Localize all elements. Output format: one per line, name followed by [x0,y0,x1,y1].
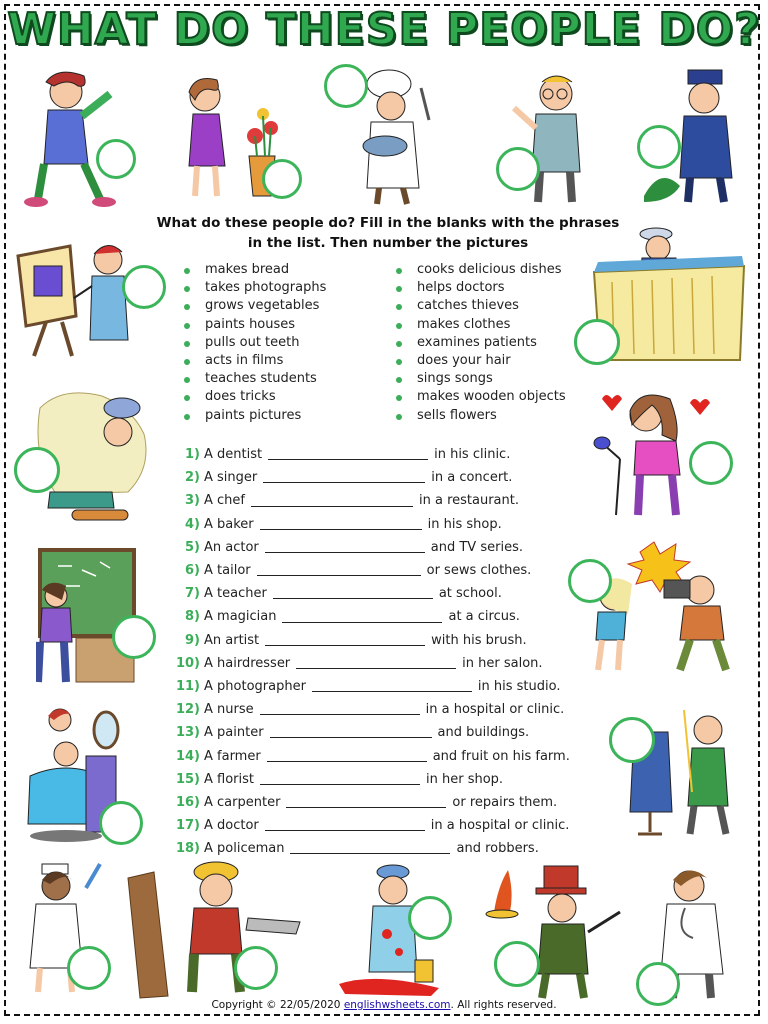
exercise-row [170,652,600,675]
exercise-ending: in her shop. [426,771,504,787]
copyright-prefix: Copyright © 22/05/2020 [211,999,344,1011]
exercise-subject: A teacher [204,586,267,602]
phrase-item: cooks delicious dishes [393,262,566,280]
number-circle-teacher[interactable] [112,615,156,659]
exercise-ending: and TV series. [430,539,523,555]
exercise-subject: A painter [204,725,264,741]
phrase-item: takes photographs [181,280,326,298]
exercise-ending: at a circus. [448,609,520,625]
exercise-row [170,698,600,721]
exercise-ending: at school. [438,586,502,602]
exercise-number: 17) [175,818,200,834]
exercise-row [170,466,600,489]
carpenter-illustration [124,858,304,1000]
phrase-item: sells flowers [393,408,566,426]
phrase-item: grows vegetables [181,298,326,316]
exercise-row [170,675,600,698]
number-circle-artist[interactable] [122,265,166,309]
exercise-ending: in a concert. [431,470,513,486]
exercise-ending: in her salon. [462,655,543,671]
number-circle-hairdresser[interactable] [99,801,143,845]
exercise-ending: or sews clothes. [426,563,532,579]
exercise-subject: A magician [204,609,277,625]
exercise-row [170,744,600,767]
instructions: What do these people do? Fill in the blanks with the phrases in the list. Then number the pictures [156,215,620,251]
number-circle-farmer[interactable] [574,319,620,365]
answer-blank[interactable] [265,829,425,831]
number-circle-florist[interactable] [262,159,302,199]
phrase-list-left [181,262,326,426]
exercise-row [170,559,600,582]
answer-blank[interactable] [265,551,425,553]
answer-blank[interactable] [260,713,420,715]
exercise-subject: A tailor [204,563,251,579]
exercise-number: 7) [185,586,200,602]
exercise-row [170,791,600,814]
exercise-subject: An artist [204,632,260,648]
exercise-number: 13) [175,725,200,741]
exercise-row [170,629,600,652]
phrase-item: makes clothes [393,317,566,335]
phrase-item: teaches students [181,371,326,389]
exercise-row [170,489,600,512]
number-circle-magician[interactable] [494,941,540,987]
exercise-number: 18) [175,841,200,857]
answer-blank[interactable] [267,760,427,762]
exercise-ending: in his clinic. [434,447,511,463]
exercise-number: 6) [185,563,200,579]
exercise-ending: in his studio. [477,678,561,694]
teacher-illustration [36,546,138,686]
exercise-ending: in a hospital or clinic. [430,818,570,834]
exercise-number: 1) [185,447,200,463]
answer-blank[interactable] [296,667,456,669]
copyright-footer [0,999,768,1011]
exercise-number: 15) [175,771,200,787]
phrase-item: makes bread [181,262,326,280]
site-link[interactable]: englishwsheets.com [343,999,451,1011]
phrase-item: helps doctors [393,280,566,298]
phrase-item: paints pictures [181,408,326,426]
exercise-ending: and buildings. [437,725,530,741]
phrase-item: sings songs [393,371,566,389]
answer-blank[interactable] [251,505,413,507]
answer-blank[interactable] [270,736,432,738]
exercise-ending: and fruit on his farm. [432,748,570,764]
answer-blank[interactable] [260,528,422,530]
exercise-row [170,721,600,744]
number-circle-dentist[interactable] [496,147,540,191]
phrase-item: catches thieves [393,298,566,316]
exercise-number: 4) [185,516,200,532]
exercise-number: 2) [185,470,200,486]
exercise-subject: A hairdresser [204,655,291,671]
phrase-item: pulls out teeth [181,335,326,353]
exercise-subject: A singer [204,470,258,486]
exercise-subject: A dentist [204,447,263,463]
exercise-ending: in a restaurant. [419,493,519,509]
page-title: WHAT DO THESE PEOPLE DO? [7,4,761,55]
answer-blank[interactable] [286,806,446,808]
answer-blank[interactable] [268,458,428,460]
phrase-item: acts in films [181,353,326,371]
number-circle-actor[interactable] [96,139,136,179]
phrase-item: examines patients [393,335,566,353]
exercise-number: 10) [175,655,200,671]
number-circle-painter[interactable] [408,896,452,940]
exercise-ending: with his brush. [431,632,527,648]
number-circle-nurse[interactable] [67,946,111,990]
number-circle-singer[interactable] [689,441,733,485]
exercise-ending: or repairs them. [452,794,558,810]
phrase-item: does tricks [181,389,326,407]
exercise-number: 8) [185,609,200,625]
exercise-subject: An actor [204,539,259,555]
exercise-subject: A baker [204,516,254,532]
answer-blank[interactable] [257,574,421,576]
answer-blank[interactable] [312,690,472,692]
answer-blank[interactable] [282,621,442,623]
answer-blank[interactable] [263,481,425,483]
exercise-subject: A photographer [204,678,306,694]
exercise-list [170,443,600,860]
phrase-item: makes wooden objects [393,389,566,407]
phrase-item: paints houses [181,317,326,335]
phrase-item: does your hair [393,353,566,371]
exercise-subject: A nurse [204,702,254,718]
number-circle-tailor[interactable] [609,717,655,763]
actor-illustration [18,64,128,209]
exercise-row [170,536,600,559]
exercise-row [170,605,600,628]
phrase-list-right [393,262,566,426]
exercise-number: 16) [175,794,200,810]
number-circle-carpenter[interactable] [234,946,278,990]
copyright-suffix: . All rights reserved. [450,999,557,1011]
exercise-ending: in a hospital or clinic. [425,702,565,718]
exercise-subject: A policeman [204,841,285,857]
exercise-subject: A chef [204,493,245,509]
exercise-row [170,814,600,837]
exercise-number: 14) [175,748,200,764]
exercise-number: 11) [175,678,200,694]
exercise-row [170,443,600,466]
exercise-subject: A florist [204,771,254,787]
exercise-number: 9) [185,632,200,648]
number-circle-baker[interactable] [14,447,60,493]
exercise-subject: A carpenter [204,794,281,810]
answer-blank[interactable] [260,783,420,785]
answer-blank[interactable] [265,644,425,646]
exercise-number: 12) [175,702,200,718]
answer-blank[interactable] [290,852,450,854]
exercise-subject: A farmer [204,748,261,764]
exercise-number: 3) [185,493,200,509]
number-circle-chef[interactable] [324,64,368,108]
exercise-ending: and robbers. [456,841,539,857]
chef-illustration [355,68,445,208]
exercise-subject: A doctor [204,818,259,834]
exercise-number: 5) [185,539,200,555]
exercise-ending: in his shop. [427,516,502,532]
photographer-illustration [580,540,740,680]
exercise-row [170,513,600,536]
exercise-row [170,768,600,791]
exercise-row [170,582,600,605]
number-circle-policeman[interactable] [637,125,681,169]
answer-blank[interactable] [273,597,433,599]
exercise-row [170,837,600,860]
